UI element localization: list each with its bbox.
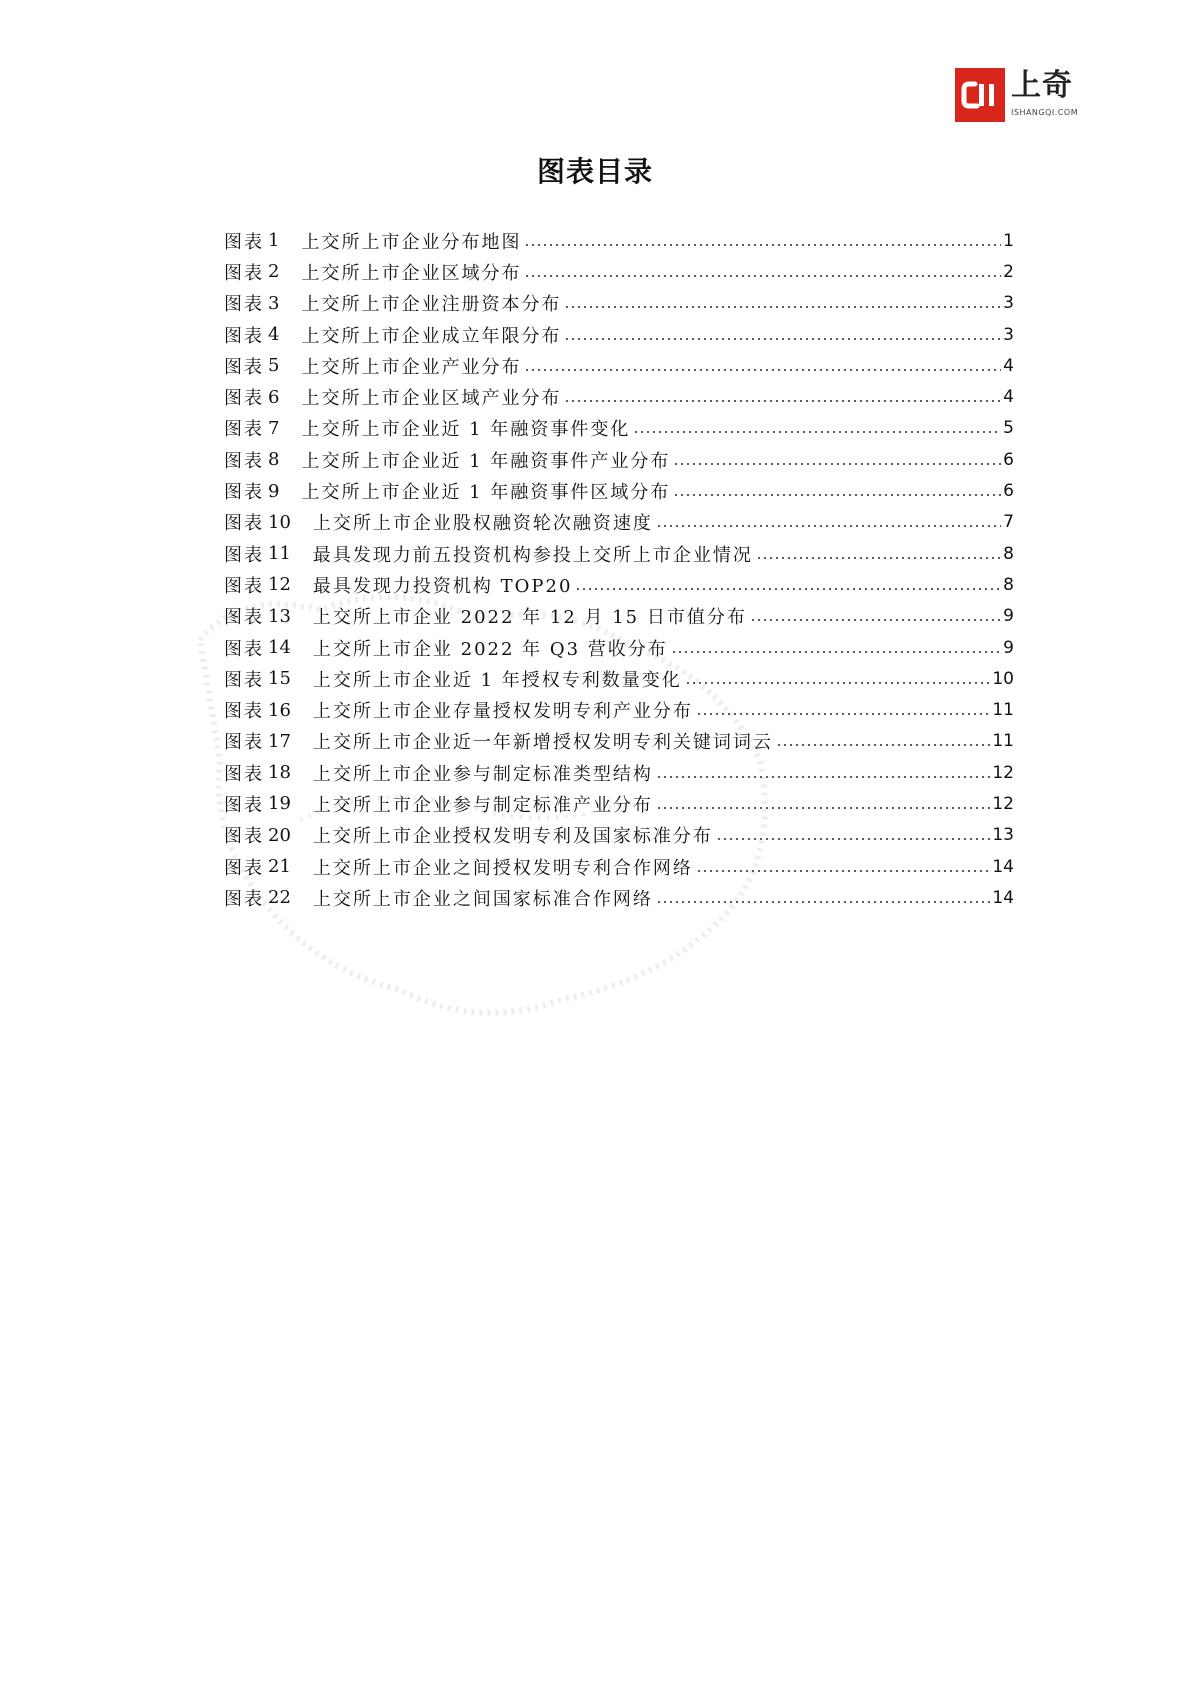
toc-entry-title[interactable]: 上交所上市企业近 1 年融资事件变化: [301, 419, 631, 441]
toc-entry-label: 图表: [224, 262, 264, 284]
toc-entry-label: 图表: [224, 763, 264, 785]
toc-entry-title[interactable]: 上交所上市企业产业分布: [301, 356, 522, 378]
toc-entry[interactable]: [224, 288, 1014, 319]
toc-entry[interactable]: [224, 788, 1014, 819]
toc-entry-label: 图表: [224, 231, 264, 253]
toc-entry-number: 1: [268, 230, 280, 252]
toc-entry-page[interactable]: 10: [992, 668, 1014, 689]
toc-entry-page[interactable]: 14: [992, 887, 1014, 908]
toc-entry-label: 图表: [224, 482, 264, 504]
toc-entry-label: 图表: [224, 575, 264, 597]
toc-leader-dots: [696, 870, 990, 872]
toc-entry-title[interactable]: 上交所上市企业之间国家标准合作网络: [312, 888, 653, 910]
toc-entry-number: 16: [268, 699, 291, 721]
toc-entry-page[interactable]: 4: [1003, 387, 1014, 408]
toc-entry-number: 6: [268, 386, 280, 408]
toc-leader-dots: [575, 588, 1001, 590]
toc-leader-dots: [656, 776, 990, 778]
toc-leader-dots: [524, 244, 1001, 246]
toc-entry[interactable]: [224, 256, 1014, 287]
toc-entry[interactable]: [224, 632, 1014, 663]
logo-chinese-name: 上奇: [1011, 68, 1073, 103]
toc-entry-label: 图表: [224, 294, 264, 316]
toc-leader-dots: [564, 306, 1001, 308]
toc-leader-dots: [716, 838, 990, 840]
toc-entry-page[interactable]: 8: [1003, 543, 1014, 564]
toc-entry-title[interactable]: 最具发现力投资机构 TOP20: [312, 575, 573, 597]
toc-entry[interactable]: [224, 507, 1014, 538]
toc-entry-title[interactable]: 上交所上市企业 2022 年 Q3 营收分布: [312, 638, 668, 660]
toc-leader-dots: [656, 525, 1001, 527]
toc-entry-number: 11: [268, 543, 291, 565]
toc-entry-page[interactable]: 11: [992, 731, 1014, 752]
toc-entry-number: 22: [268, 887, 291, 909]
toc-entry[interactable]: [224, 538, 1014, 569]
toc-entry-label: 图表: [224, 857, 264, 879]
toc-leader-dots: [524, 275, 1001, 277]
toc-entry-title[interactable]: 上交所上市企业股权融资轮次融资速度: [312, 513, 653, 535]
toc-entry-label: 图表: [224, 513, 264, 535]
toc-leader-dots: [524, 369, 1001, 371]
toc-entry-label: 图表: [224, 607, 264, 629]
logo-mark-icon: [961, 80, 999, 110]
toc-entry-title[interactable]: 上交所上市企业分布地图: [301, 231, 522, 253]
toc-leader-dots: [656, 807, 990, 809]
toc-entry-page[interactable]: 1: [1003, 230, 1014, 251]
toc-entry-title[interactable]: 上交所上市企业参与制定标准类型结构: [312, 763, 653, 785]
toc-entry-page[interactable]: 14: [992, 856, 1014, 877]
toc-entry[interactable]: [224, 319, 1014, 350]
toc-entry-page[interactable]: 7: [1003, 512, 1014, 533]
toc-entry-title[interactable]: 上交所上市企业存量授权发明专利产业分布: [312, 701, 693, 723]
toc-leader-dots: [673, 494, 1001, 496]
toc-entry[interactable]: [224, 413, 1014, 444]
toc-entry-page[interactable]: 5: [1003, 418, 1014, 439]
toc-leader-dots: [656, 901, 990, 903]
toc-entry-number: 2: [268, 261, 280, 283]
toc-entry-title[interactable]: 上交所上市企业近一年新增授权发明专利关键词词云: [312, 732, 773, 754]
toc-entry-title[interactable]: 上交所上市企业参与制定标准产业分布: [312, 794, 653, 816]
toc-entry-page[interactable]: 12: [992, 793, 1014, 814]
toc-entry-page[interactable]: 3: [1003, 324, 1014, 345]
toc-leader-dots: [750, 619, 1001, 621]
toc-entry-number: 13: [268, 605, 291, 627]
toc-entry-title[interactable]: 上交所上市企业之间授权发明专利合作网络: [312, 857, 693, 879]
toc-entry-number: 8: [268, 449, 280, 471]
toc-entry-number: 12: [268, 574, 291, 596]
toc-entry-number: 20: [268, 824, 291, 846]
toc-leader-dots: [696, 713, 990, 715]
toc-entry[interactable]: [224, 851, 1014, 882]
brand-logo: [955, 68, 1078, 124]
toc-leader-dots: [673, 463, 1001, 465]
toc-leader-dots: [564, 400, 1001, 402]
toc-entry-number: 19: [268, 793, 291, 815]
page-title: 图表目录: [536, 155, 653, 188]
toc-entry-page[interactable]: 6: [1003, 449, 1014, 470]
toc-entry-page[interactable]: 11: [992, 700, 1014, 721]
toc-entry[interactable]: [224, 694, 1014, 725]
toc-entry[interactable]: [224, 757, 1014, 788]
toc-entry[interactable]: [224, 444, 1014, 475]
toc-entry-label: 图表: [224, 888, 264, 910]
figure-table-of-contents: [224, 225, 1014, 914]
toc-leader-dots: [671, 651, 1001, 653]
toc-entry-label: 图表: [224, 419, 264, 441]
toc-leader-dots: [776, 744, 990, 746]
toc-entry-number: 10: [268, 511, 291, 533]
toc-leader-dots: [756, 557, 1001, 559]
toc-entry[interactable]: [224, 225, 1014, 256]
toc-entry-label: 图表: [224, 356, 264, 378]
toc-entry-label: 图表: [224, 732, 264, 754]
toc-entry[interactable]: [224, 820, 1014, 851]
toc-entry-page[interactable]: 9: [1003, 606, 1014, 627]
toc-entry-number: 9: [268, 480, 280, 502]
toc-entry-number: 7: [268, 417, 280, 439]
toc-entry-title[interactable]: 上交所上市企业注册资本分布: [301, 294, 562, 316]
toc-entry[interactable]: [224, 381, 1014, 412]
toc-entry-page[interactable]: 9: [1003, 637, 1014, 658]
toc-entry-title[interactable]: 上交所上市企业近 1 年融资事件区域分布: [301, 482, 671, 504]
toc-entry[interactable]: [224, 569, 1014, 600]
toc-entry-title[interactable]: 上交所上市企业成立年限分布: [301, 325, 562, 347]
toc-entry-label: 图表: [224, 826, 264, 848]
toc-entry-title[interactable]: 上交所上市企业授权发明专利及国家标准分布: [312, 826, 713, 848]
toc-entry-label: 图表: [224, 544, 264, 566]
toc-entry-number: 15: [268, 668, 291, 690]
toc-entry-title[interactable]: 上交所上市企业近 1 年授权专利数量变化: [312, 669, 682, 691]
toc-entry-page[interactable]: 12: [992, 762, 1014, 783]
toc-entry-page[interactable]: 3: [1003, 293, 1014, 314]
toc-entry-number: 17: [268, 730, 291, 752]
logo-english-name: ISHANGQI.COM: [1011, 108, 1079, 117]
toc-entry-title[interactable]: 上交所上市企业 2022 年 12 月 15 日市值分布: [312, 607, 747, 629]
toc-entry-number: 4: [268, 324, 280, 346]
toc-leader-dots: [685, 682, 991, 684]
toc-entry-label: 图表: [224, 388, 264, 410]
toc-entry-title[interactable]: 上交所上市企业区域产业分布: [301, 388, 562, 410]
toc-entry[interactable]: [224, 663, 1014, 694]
toc-leader-dots: [633, 431, 1001, 433]
toc-entry-label: 图表: [224, 701, 264, 723]
toc-entry-number: 14: [268, 637, 291, 658]
toc-entry[interactable]: [224, 726, 1014, 757]
logo-mark: [955, 68, 1005, 122]
toc-entry-page[interactable]: 13: [992, 825, 1014, 846]
toc-entry-page[interactable]: 4: [1003, 355, 1014, 376]
toc-entry-label: 图表: [224, 450, 264, 472]
toc-entry-label: 图表: [224, 638, 264, 660]
toc-entry-label: 图表: [224, 669, 264, 691]
toc-entry[interactable]: [224, 882, 1014, 913]
toc-entry-title[interactable]: 上交所上市企业近 1 年融资事件产业分布: [301, 450, 671, 472]
toc-entry-page[interactable]: 2: [1003, 261, 1014, 282]
toc-entry[interactable]: [224, 475, 1014, 506]
toc-entry-label: 图表: [224, 794, 264, 816]
toc-entry-number: 21: [268, 856, 291, 878]
toc-entry-page[interactable]: 8: [1003, 574, 1014, 595]
toc-entry[interactable]: [224, 601, 1014, 632]
toc-entry-title[interactable]: 最具发现力前五投资机构参投上交所上市企业情况: [312, 544, 753, 566]
toc-entry-number: 3: [268, 292, 280, 314]
toc-entry-label: 图表: [224, 325, 264, 347]
toc-entry-number: 5: [268, 355, 280, 377]
toc-entry-page[interactable]: 6: [1003, 481, 1014, 502]
toc-entry[interactable]: [224, 350, 1014, 381]
toc-leader-dots: [564, 338, 1001, 340]
toc-entry-title[interactable]: 上交所上市企业区域分布: [301, 262, 522, 284]
toc-entry-number: 18: [268, 762, 291, 784]
